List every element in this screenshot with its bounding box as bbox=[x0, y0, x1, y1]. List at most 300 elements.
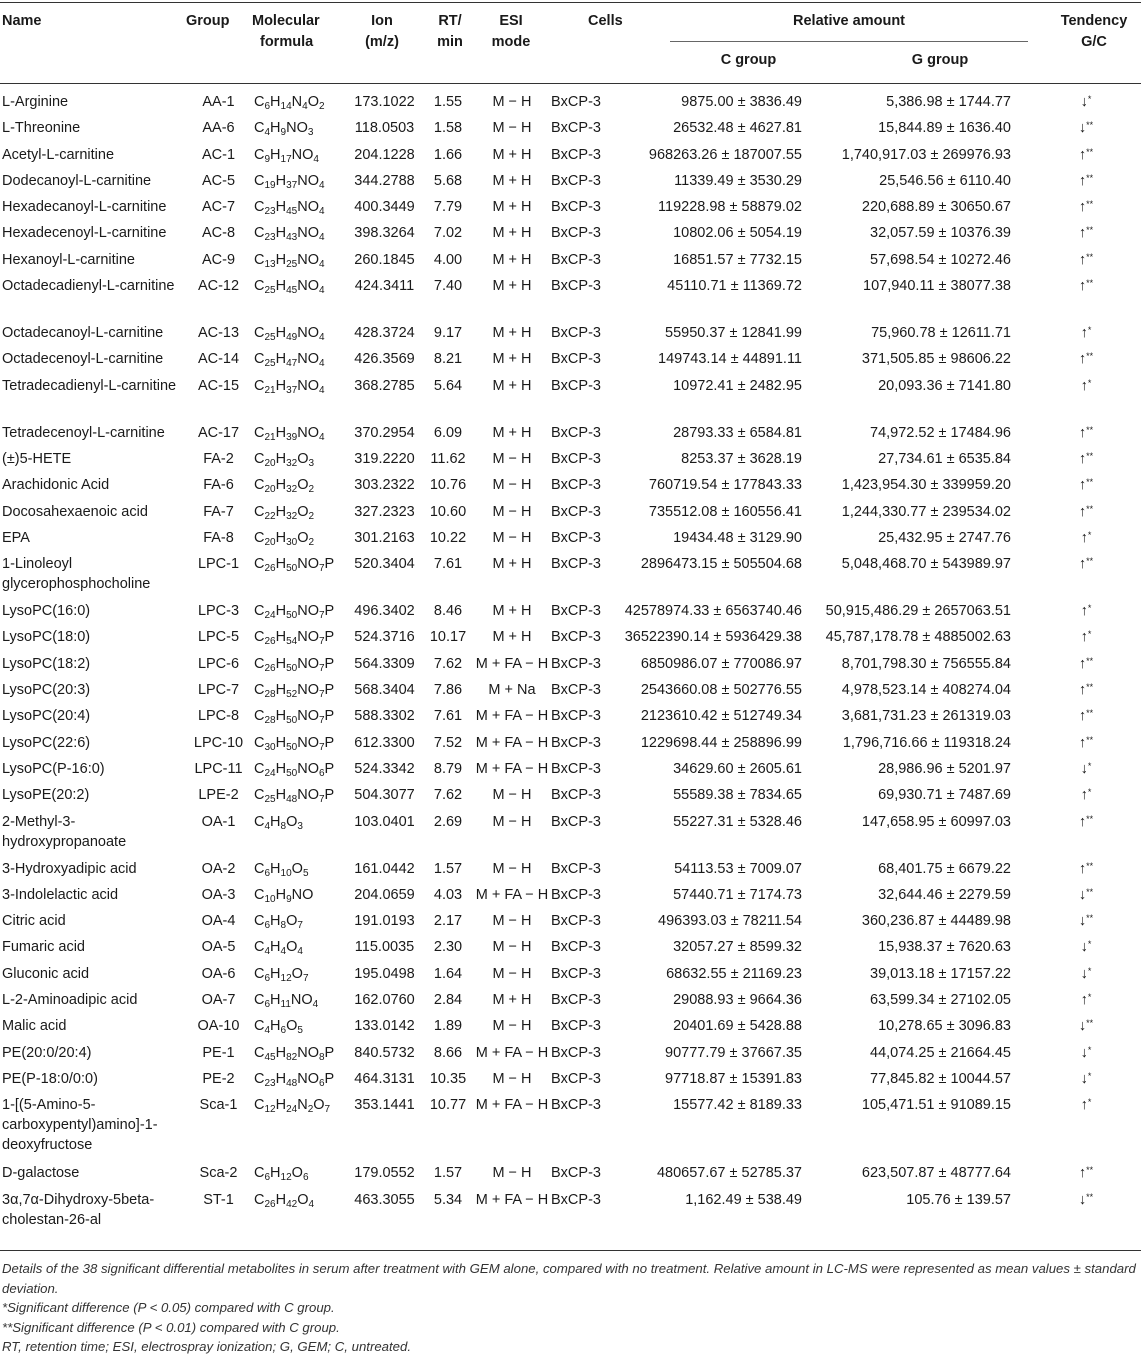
significance-marker: ** bbox=[1086, 913, 1094, 924]
arrow-up-icon: ↑ bbox=[1078, 682, 1087, 699]
molecular-formula: $C_6H_{12}O_7$ bbox=[254, 965, 309, 984]
footnote-p001: **Significant difference (P < 0.01) compared with C group. bbox=[2, 1319, 340, 1335]
c-group-amount: 55589.38 ± 7834.65 bbox=[673, 787, 802, 804]
retention-time: 5.34 bbox=[433, 1191, 463, 1208]
molecular-formula: $C_{24}H_{50}NO_6P$ bbox=[254, 760, 335, 779]
c-group-amount: 1,162.49 ± 538.49 bbox=[685, 1191, 802, 1208]
metabolite-group: AA-1 bbox=[202, 94, 235, 110]
header-ion-line1: Ion bbox=[371, 13, 393, 29]
esi-mode: M − H bbox=[492, 860, 532, 877]
tendency-cell bbox=[1031, 1163, 1141, 1189]
molecular-formula: $C_{22}H_{32}O_2$ bbox=[254, 503, 315, 522]
metabolite-name: Tetradecenoyl-L-carnitine bbox=[2, 424, 165, 441]
molecular-formula: $C_{25}H_{47}NO_4$ bbox=[254, 351, 325, 370]
esi-mode: M − H bbox=[492, 94, 532, 110]
metabolite-group: FA-7 bbox=[203, 503, 234, 520]
table-row bbox=[0, 223, 1141, 249]
ion-mz: 428.3724 bbox=[354, 325, 415, 342]
tendency-cell bbox=[1031, 349, 1141, 375]
significance-marker: ** bbox=[1086, 860, 1094, 871]
significance-marker: ** bbox=[1086, 251, 1094, 262]
arrow-up-icon: ↑ bbox=[1080, 325, 1088, 342]
ion-mz: 133.0142 bbox=[354, 1018, 415, 1035]
c-group-amount: 34629.60 ± 2605.61 bbox=[673, 760, 802, 777]
top-rule bbox=[0, 2, 1141, 3]
table-row bbox=[0, 785, 1141, 811]
ion-mz: 463.3055 bbox=[354, 1191, 415, 1208]
header-formula-line1: Molecular bbox=[252, 13, 320, 29]
metabolite-name: Hexanoyl-L-carnitine bbox=[2, 251, 135, 268]
cell-line: BxCP-3 bbox=[551, 424, 601, 441]
g-group-amount: 39,013.18 ± 17157.22 bbox=[870, 965, 1011, 982]
tendency-cell bbox=[1031, 250, 1141, 276]
molecular-formula: $C_4H_6O_5$ bbox=[254, 1018, 303, 1037]
c-group-amount: 10802.06 ± 5054.19 bbox=[673, 225, 802, 242]
cell-line: BxCP-3 bbox=[551, 225, 601, 242]
arrow-down-icon: ↓ bbox=[1078, 886, 1087, 903]
molecular-formula: $C_{21}H_{39}NO_4$ bbox=[254, 424, 325, 443]
retention-time: 7.52 bbox=[433, 734, 463, 751]
c-group-amount: 90777.79 ± 37667.35 bbox=[665, 1044, 802, 1061]
esi-mode: M + H bbox=[492, 377, 532, 394]
esi-mode: M − H bbox=[492, 503, 532, 520]
table-row bbox=[0, 1163, 1141, 1189]
table-row bbox=[0, 937, 1141, 963]
ion-mz: 173.1022 bbox=[354, 94, 415, 110]
g-group-amount: 1,244,330.77 ± 239534.02 bbox=[841, 503, 1011, 520]
ion-mz: 204.0659 bbox=[354, 886, 415, 903]
ion-mz: 424.3411 bbox=[354, 278, 415, 295]
significance-marker: ** bbox=[1086, 734, 1094, 745]
metabolite-group: PE-2 bbox=[202, 1070, 235, 1087]
retention-time: 1.66 bbox=[433, 146, 463, 163]
c-group-amount: 119228.98 ± 58879.02 bbox=[658, 199, 802, 216]
ion-mz: 327.2323 bbox=[354, 503, 415, 520]
significance-marker: * bbox=[1087, 377, 1092, 388]
metabolite-name: Fumaric acid bbox=[2, 939, 85, 956]
retention-time: 1.58 bbox=[433, 120, 463, 137]
esi-mode: M + H bbox=[492, 225, 532, 242]
g-group-amount: 220,688.89 ± 30650.67 bbox=[861, 199, 1011, 216]
molecular-formula: $C_{20}H_{32}O_3$ bbox=[254, 450, 315, 469]
cell-line: BxCP-3 bbox=[551, 734, 601, 751]
g-group-amount: 15,844.89 ± 1636.40 bbox=[878, 120, 1011, 137]
molecular-formula: $C_{12}H_{24}N_2O_7$ bbox=[254, 1097, 331, 1116]
metabolite-group: FA-2 bbox=[203, 450, 234, 467]
tendency-cell bbox=[1031, 627, 1141, 653]
molecular-formula: $C_{25}H_{48}NO_7P$ bbox=[254, 787, 335, 806]
esi-mode: M + FA − H bbox=[475, 708, 549, 725]
c-group-amount: 15577.42 ± 8189.33 bbox=[673, 1097, 802, 1114]
molecular-formula: $C_9H_{17}NO_4$ bbox=[254, 146, 319, 165]
metabolite-group: LPE-2 bbox=[198, 787, 239, 804]
cell-line: BxCP-3 bbox=[551, 325, 601, 342]
esi-mode: M + H bbox=[492, 199, 532, 216]
molecular-formula: $C_{23}H_{48}NO_6P$ bbox=[254, 1070, 335, 1089]
retention-time: 1.89 bbox=[433, 1018, 463, 1035]
tendency-cell bbox=[1031, 601, 1141, 627]
significance-marker: ** bbox=[1086, 450, 1094, 461]
cell-line: BxCP-3 bbox=[551, 992, 601, 1009]
retention-time: 7.02 bbox=[433, 225, 463, 242]
metabolite-name: LysoPC(P-16:0) bbox=[2, 760, 105, 777]
table-row bbox=[0, 528, 1141, 554]
metabolite-group: AC-7 bbox=[201, 199, 236, 216]
metabolite-group: AC-14 bbox=[197, 351, 240, 368]
molecular-formula: $C_4H_9NO_3$ bbox=[254, 120, 314, 139]
tendency-cell bbox=[1031, 680, 1141, 706]
significance-marker: ** bbox=[1086, 199, 1094, 210]
molecular-formula: $C_{26}H_{50}NO_7P$ bbox=[254, 655, 335, 674]
cell-line: BxCP-3 bbox=[551, 965, 601, 982]
retention-time: 4.00 bbox=[433, 251, 463, 268]
tendency-cell bbox=[1031, 502, 1141, 528]
metabolite-group: AC-13 bbox=[197, 325, 240, 342]
cell-line: BxCP-3 bbox=[551, 450, 601, 467]
molecular-formula: $C_{21}H_{37}NO_4$ bbox=[254, 377, 325, 396]
metabolite-group: AA-6 bbox=[202, 120, 235, 137]
tendency-cell bbox=[1031, 92, 1141, 118]
ion-mz: 344.2788 bbox=[354, 172, 415, 189]
c-group-amount: 68632.55 ± 21169.23 bbox=[666, 965, 802, 982]
c-group-amount: 28793.33 ± 6584.81 bbox=[673, 424, 802, 441]
cell-line: BxCP-3 bbox=[551, 351, 601, 368]
header-rule bbox=[0, 83, 1141, 84]
g-group-amount: 28,986.96 ± 5201.97 bbox=[878, 760, 1011, 777]
g-group-amount: 57,698.54 ± 10272.46 bbox=[870, 251, 1011, 268]
metabolite-group: AC-15 bbox=[197, 377, 240, 394]
ion-mz: 400.3449 bbox=[354, 199, 415, 216]
cell-line: BxCP-3 bbox=[551, 146, 601, 163]
header-ion bbox=[352, 11, 412, 53]
arrow-up-icon: ↑ bbox=[1078, 477, 1087, 494]
cell-line: BxCP-3 bbox=[551, 1165, 601, 1182]
metabolite-group: AC-1 bbox=[201, 146, 236, 163]
ion-mz: 161.0442 bbox=[354, 860, 415, 877]
molecular-formula: $C_{26}H_{54}NO_7P$ bbox=[254, 629, 335, 648]
arrow-up-icon: ↑ bbox=[1078, 351, 1087, 368]
ion-mz: 179.0552 bbox=[354, 1165, 415, 1182]
esi-mode: M + H bbox=[492, 351, 532, 368]
g-group-amount: 10,278.65 ± 3096.83 bbox=[878, 1018, 1011, 1035]
c-group-amount: 42578974.33 ± 6563740.46 bbox=[624, 603, 802, 620]
c-group-amount: 6850986.07 ± 770086.97 bbox=[640, 655, 802, 672]
molecular-formula: $C_{26}H_{50}NO_7P$ bbox=[254, 556, 335, 575]
c-group-amount: 54113.53 ± 7009.07 bbox=[674, 860, 802, 877]
header-c-group: C group bbox=[720, 52, 777, 68]
metabolite-group: AC-12 bbox=[197, 278, 240, 295]
retention-time: 7.79 bbox=[433, 199, 463, 216]
arrow-up-icon: ↑ bbox=[1078, 450, 1087, 467]
arrow-up-icon: ↑ bbox=[1078, 146, 1087, 163]
metabolite-group: OA-3 bbox=[201, 886, 236, 903]
g-group-amount: 69,930.71 ± 7487.69 bbox=[878, 787, 1011, 804]
tendency-cell bbox=[1031, 323, 1141, 349]
arrow-down-icon: ↓ bbox=[1078, 913, 1087, 930]
metabolite-name: PE(P-18:0/0:0) bbox=[2, 1070, 98, 1087]
arrow-up-icon: ↑ bbox=[1080, 377, 1088, 394]
ion-mz: 520.3404 bbox=[354, 556, 415, 573]
metabolite-name: LysoPE(20:2) bbox=[2, 787, 90, 804]
g-group-amount: 3,681,731.23 ± 261319.03 bbox=[841, 708, 1011, 725]
significance-marker: * bbox=[1087, 629, 1092, 640]
esi-mode: M − H bbox=[492, 813, 532, 830]
molecular-formula: $C_6H_{10}O_5$ bbox=[254, 860, 309, 879]
ion-mz: 464.3131 bbox=[354, 1070, 415, 1087]
arrow-up-icon: ↑ bbox=[1078, 278, 1087, 295]
relative-amount-rule bbox=[670, 41, 1028, 42]
c-group-amount: 2896473.15 ± 505504.68 bbox=[640, 556, 802, 573]
c-group-amount: 480657.67 ± 52785.37 bbox=[656, 1165, 802, 1182]
cell-line: BxCP-3 bbox=[551, 278, 601, 295]
c-group-amount: 496393.03 ± 78211.54 bbox=[658, 913, 802, 930]
footnote-abbreviations: RT, retention time; ESI, electrospray ionization; G, GEM; C, untreated. bbox=[2, 1339, 411, 1355]
table-row bbox=[0, 145, 1141, 171]
ion-mz: 840.5732 bbox=[354, 1044, 415, 1061]
header-esi-line2: mode bbox=[491, 34, 531, 50]
table-row bbox=[0, 759, 1141, 785]
significance-marker: * bbox=[1087, 760, 1092, 771]
significance-marker: ** bbox=[1086, 682, 1094, 693]
tendency-cell bbox=[1031, 859, 1141, 885]
esi-mode: M + H bbox=[492, 603, 532, 620]
metabolite-name: 1-[(5-Amino-5-carboxypentyl)amino]-1-deoxyfructose bbox=[2, 1097, 158, 1154]
g-group-amount: 147,658.95 ± 60997.03 bbox=[861, 813, 1011, 830]
c-group-amount: 97718.87 ± 15391.83 bbox=[665, 1070, 802, 1087]
c-group-amount: 11339.49 ± 3530.29 bbox=[674, 172, 802, 189]
metabolite-name: L-Threonine bbox=[2, 120, 81, 137]
molecular-formula: $C_{20}H_{32}O_2$ bbox=[254, 477, 315, 496]
molecular-formula: $C_{10}H_9NO$ bbox=[254, 886, 314, 905]
metabolite-name: D-galactose bbox=[2, 1165, 80, 1182]
esi-mode: M + H bbox=[492, 278, 532, 295]
molecular-formula: $C_{26}H_{42}O_4$ bbox=[254, 1191, 315, 1210]
tendency-cell bbox=[1031, 276, 1141, 323]
metabolite-table bbox=[0, 92, 1141, 1237]
ion-mz: 398.3264 bbox=[354, 225, 415, 242]
cell-line: BxCP-3 bbox=[551, 529, 601, 546]
metabolite-name: Malic acid bbox=[2, 1018, 67, 1035]
table-row bbox=[0, 376, 1141, 423]
esi-mode: M − H bbox=[492, 1070, 532, 1087]
tendency-cell bbox=[1031, 145, 1141, 171]
metabolite-group: OA-1 bbox=[201, 813, 236, 830]
tendency-cell bbox=[1031, 937, 1141, 963]
arrow-up-icon: ↑ bbox=[1078, 424, 1087, 441]
significance-marker: ** bbox=[1086, 886, 1094, 897]
significance-marker: ** bbox=[1086, 813, 1094, 824]
esi-mode: M + H bbox=[492, 992, 532, 1009]
metabolite-group: FA-8 bbox=[203, 529, 234, 546]
esi-mode: M − H bbox=[492, 477, 532, 494]
metabolite-group: Sca-1 bbox=[199, 1097, 238, 1114]
table-row bbox=[0, 812, 1141, 859]
table-row bbox=[0, 502, 1141, 528]
metabolite-name: Octadecenoyl-L-carnitine bbox=[2, 351, 164, 368]
retention-time: 7.62 bbox=[433, 655, 463, 672]
g-group-amount: 50,915,486.29 ± 2657063.51 bbox=[825, 603, 1011, 620]
g-group-amount: 68,401.75 ± 6679.22 bbox=[878, 860, 1011, 877]
tendency-cell bbox=[1031, 423, 1141, 449]
table-row bbox=[0, 1190, 1141, 1237]
header-tendency-line1: Tendency bbox=[1060, 13, 1128, 29]
header-formula-line2: formula bbox=[260, 34, 314, 50]
cell-line: BxCP-3 bbox=[551, 1097, 601, 1114]
ion-mz: 504.3077 bbox=[354, 787, 415, 804]
significance-marker: ** bbox=[1086, 503, 1094, 514]
arrow-up-icon: ↑ bbox=[1078, 860, 1087, 877]
esi-mode: M − H bbox=[492, 787, 532, 804]
metabolite-name: LysoPC(22:6) bbox=[2, 734, 91, 751]
arrow-up-icon: ↑ bbox=[1078, 734, 1087, 751]
metabolite-name: 1-Linoleoyl glycerophosphocholine bbox=[2, 556, 151, 593]
esi-mode: M − H bbox=[492, 450, 532, 467]
significance-marker: * bbox=[1087, 1097, 1092, 1108]
metabolite-name: Arachidonic Acid bbox=[2, 477, 110, 494]
header-group: Group bbox=[186, 13, 230, 29]
ion-mz: 370.2954 bbox=[354, 424, 415, 441]
g-group-amount: 75,960.78 ± 12611.71 bbox=[871, 325, 1011, 342]
esi-mode: M + H bbox=[492, 629, 532, 646]
c-group-amount: 760719.54 ± 177843.33 bbox=[648, 477, 802, 494]
significance-marker: * bbox=[1087, 965, 1092, 976]
metabolite-group: LPC-7 bbox=[197, 682, 240, 699]
g-group-amount: 1,740,917.03 ± 269976.93 bbox=[841, 146, 1011, 163]
g-group-amount: 5,048,468.70 ± 543989.97 bbox=[841, 556, 1011, 573]
g-group-amount: 4,978,523.14 ± 408274.04 bbox=[841, 682, 1011, 699]
retention-time: 10.35 bbox=[429, 1070, 467, 1087]
significance-marker: * bbox=[1087, 94, 1092, 104]
table-row bbox=[0, 1069, 1141, 1095]
header-esi-line1: ESI bbox=[499, 13, 523, 29]
molecular-formula: $C_{30}H_{50}NO_7P$ bbox=[254, 734, 335, 753]
ion-mz: 524.3342 bbox=[354, 760, 415, 777]
g-group-amount: 77,845.82 ± 10044.57 bbox=[870, 1070, 1011, 1087]
molecular-formula: $C_{28}H_{52}NO_7P$ bbox=[254, 682, 335, 701]
esi-mode: M − H bbox=[492, 1165, 532, 1182]
metabolite-name: LysoPC(18:2) bbox=[2, 655, 91, 672]
c-group-amount: 36522390.14 ± 5936429.38 bbox=[624, 629, 802, 646]
g-group-amount: 5,386.98 ± 1744.77 bbox=[886, 94, 1011, 110]
significance-marker: ** bbox=[1086, 708, 1094, 719]
significance-marker: * bbox=[1087, 603, 1092, 614]
metabolite-group: OA-4 bbox=[201, 913, 236, 930]
retention-time: 8.79 bbox=[433, 760, 463, 777]
arrow-up-icon: ↑ bbox=[1078, 503, 1087, 520]
g-group-amount: 15,938.37 ± 7620.63 bbox=[878, 939, 1011, 956]
esi-mode: M + H bbox=[492, 146, 532, 163]
c-group-amount: 735512.08 ± 160556.41 bbox=[648, 503, 802, 520]
ion-mz: 204.1228 bbox=[354, 146, 415, 163]
retention-time: 5.68 bbox=[433, 172, 463, 189]
metabolite-group: AC-9 bbox=[201, 251, 236, 268]
header-name: Name bbox=[2, 13, 42, 29]
metabolite-group: FA-6 bbox=[203, 477, 234, 494]
tendency-cell bbox=[1031, 449, 1141, 475]
esi-mode: M + FA − H bbox=[475, 655, 549, 672]
esi-mode: M − H bbox=[492, 939, 532, 956]
esi-mode: M − H bbox=[492, 529, 532, 546]
esi-mode: M − H bbox=[492, 120, 532, 137]
molecular-formula: $C_{25}H_{45}NO_4$ bbox=[254, 278, 325, 297]
ion-mz: 118.0503 bbox=[354, 120, 415, 137]
ion-mz: 303.2322 bbox=[354, 477, 415, 494]
g-group-amount: 25,546.56 ± 6110.40 bbox=[879, 172, 1011, 189]
table-row bbox=[0, 423, 1141, 449]
cell-line: BxCP-3 bbox=[551, 94, 601, 110]
arrow-down-icon: ↓ bbox=[1080, 1044, 1088, 1061]
retention-time: 7.62 bbox=[433, 787, 463, 804]
tendency-cell bbox=[1031, 759, 1141, 785]
molecular-formula: $C_{25}H_{49}NO_4$ bbox=[254, 325, 325, 344]
ion-mz: 301.2163 bbox=[354, 529, 415, 546]
retention-time: 10.22 bbox=[429, 529, 467, 546]
metabolite-name: 2-Methyl-3-hydroxypropanoate bbox=[2, 813, 127, 850]
esi-mode: M − H bbox=[492, 913, 532, 930]
metabolite-group: AC-17 bbox=[197, 424, 240, 441]
ion-mz: 524.3716 bbox=[354, 629, 415, 646]
tendency-cell bbox=[1031, 706, 1141, 732]
significance-marker: ** bbox=[1086, 424, 1094, 435]
metabolite-group: OA-10 bbox=[197, 1018, 240, 1035]
cell-line: BxCP-3 bbox=[551, 172, 601, 189]
g-group-amount: 107,940.11 ± 38077.38 bbox=[863, 278, 1011, 295]
significance-marker: * bbox=[1087, 1070, 1092, 1081]
significance-marker: * bbox=[1087, 939, 1092, 950]
g-group-amount: 105,471.51 ± 91089.15 bbox=[861, 1097, 1011, 1114]
header-ion-line2: (m/z) bbox=[365, 34, 399, 50]
arrow-up-icon: ↑ bbox=[1078, 225, 1087, 242]
esi-mode: M + FA − H bbox=[475, 1191, 549, 1208]
metabolite-name: LysoPC(18:0) bbox=[2, 629, 91, 646]
retention-time: 8.66 bbox=[433, 1044, 463, 1061]
table-row bbox=[0, 680, 1141, 706]
retention-time: 7.61 bbox=[433, 708, 463, 725]
esi-mode: M + H bbox=[492, 325, 532, 342]
bottom-rule bbox=[0, 1250, 1141, 1251]
esi-mode: M + H bbox=[492, 556, 532, 573]
arrow-down-icon: ↓ bbox=[1080, 965, 1088, 982]
metabolite-name: (±)5-HETE bbox=[2, 450, 72, 467]
esi-mode: M + FA − H bbox=[475, 1044, 549, 1061]
metabolite-group: OA-5 bbox=[201, 939, 236, 956]
significance-marker: ** bbox=[1086, 172, 1094, 183]
c-group-amount: 2543660.08 ± 502776.55 bbox=[640, 682, 802, 699]
molecular-formula: $C_6H_{14}N_4O_2$ bbox=[254, 94, 325, 112]
metabolite-name: Octadecadienyl-L-carnitine bbox=[2, 278, 175, 295]
molecular-formula: $C_{24}H_{50}NO_7P$ bbox=[254, 603, 335, 622]
g-group-amount: 1,796,716.66 ± 119318.24 bbox=[842, 734, 1011, 751]
table-row bbox=[0, 276, 1141, 323]
c-group-amount: 32057.27 ± 8599.32 bbox=[673, 939, 802, 956]
metabolite-group: LPC-8 bbox=[197, 708, 240, 725]
c-group-amount: 20401.69 ± 5428.88 bbox=[673, 1018, 802, 1035]
molecular-formula: $C_6H_8O_7$ bbox=[254, 913, 303, 932]
header-tendency bbox=[1050, 11, 1138, 53]
esi-mode: M + H bbox=[492, 172, 532, 189]
table-row bbox=[0, 349, 1141, 375]
cell-line: BxCP-3 bbox=[551, 1018, 601, 1035]
molecular-formula: $C_{23}H_{43}NO_4$ bbox=[254, 225, 325, 244]
tendency-cell bbox=[1031, 1190, 1141, 1237]
cell-line: BxCP-3 bbox=[551, 377, 601, 394]
arrow-down-icon: ↓ bbox=[1080, 1070, 1088, 1087]
molecular-formula: $C_4H_8O_3$ bbox=[254, 813, 303, 832]
c-group-amount: 1229698.44 ± 258896.99 bbox=[640, 734, 802, 751]
header-cells: Cells bbox=[588, 13, 623, 29]
cell-line: BxCP-3 bbox=[551, 629, 601, 646]
cell-line: BxCP-3 bbox=[551, 860, 601, 877]
